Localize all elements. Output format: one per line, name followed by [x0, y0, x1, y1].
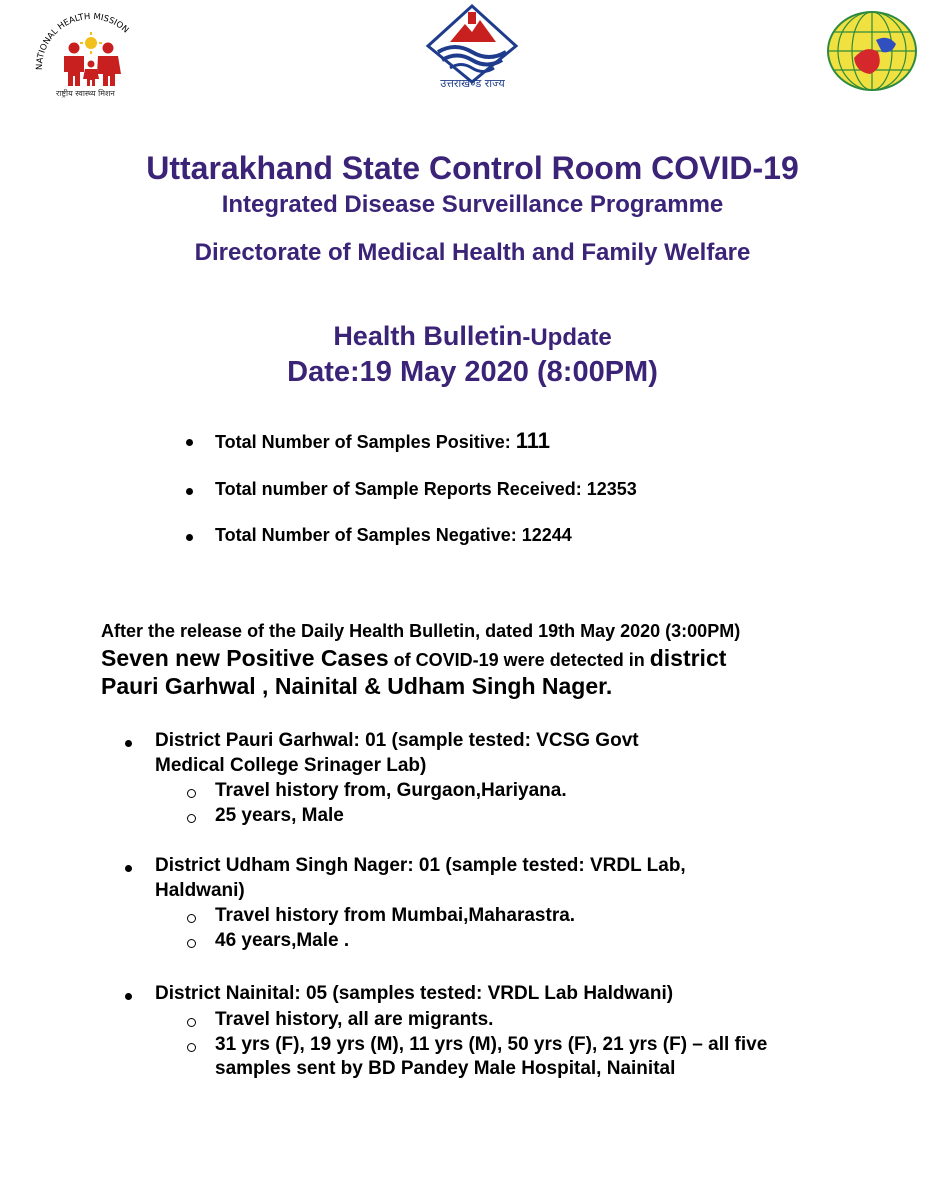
- globe-icon: [826, 10, 918, 92]
- bullet-dot: [125, 993, 132, 1000]
- district-pauri-detail-2: 25 years, Male: [215, 805, 344, 826]
- title-control-room: Uttarakhand State Control Room COVID-19: [146, 150, 799, 186]
- bullet-dot: [125, 865, 132, 872]
- district-nainital-detail-1: Travel history, all are migrants.: [215, 1009, 494, 1030]
- intro-line-1: After the release of the Daily Health Bulletin, dated 19th May 2020 (3:00PM): [101, 621, 741, 641]
- intro-line-3: Pauri Garhwal , Nainital & Udham Singh Nager.: [101, 673, 613, 699]
- summary-positive-label: Total Number of Samples Positive:: [215, 432, 516, 452]
- sub-bullet-circle: [187, 814, 196, 823]
- sub-bullet-circle: [187, 1018, 196, 1027]
- uttarakhand-emblem-icon: [420, 4, 525, 84]
- summary-received: [215, 479, 637, 500]
- summary-negative-value: 12244: [521, 525, 572, 545]
- district-pauri-heading-1: District Pauri Garhwal: 01 (sample tested: VCSG Govt: [155, 730, 639, 751]
- bulletin-title-main: Health Bulletin: [333, 321, 523, 351]
- emblem-caption: उत्तराखण्ड राज्य: [440, 77, 505, 90]
- summary-negative: [215, 525, 572, 546]
- bullet-dot: [125, 740, 132, 747]
- district-udham-heading-1: District Udham Singh Nager: 01 (sample tested: VRDL Lab,: [155, 855, 686, 876]
- intro-line-2: [101, 645, 726, 672]
- district-udham-detail-1: Travel history from Mumbai,Maharastra.: [215, 905, 576, 926]
- summary-positive-value: 111: [515, 428, 551, 453]
- summary-positive: [215, 428, 550, 454]
- title-idsp: Integrated Disease Surveillance Programme: [221, 191, 724, 218]
- bullet-dot: [186, 439, 193, 446]
- title-directorate: Directorate of Medical Health and Family Welfare: [194, 239, 751, 266]
- bullet-dot: [186, 534, 193, 541]
- nhm-logo: [28, 8, 153, 103]
- intro-seven-new-cases: Seven new Positive Cases: [101, 645, 389, 671]
- sub-bullet-circle: [187, 914, 196, 923]
- bulletin-title: [0, 321, 945, 352]
- summary-negative-label: Total Number of Samples Negative:: [215, 525, 522, 545]
- bullet-dot: [186, 488, 193, 495]
- intro-district-word: district: [649, 645, 727, 671]
- uttarakhand-emblem: [420, 4, 525, 94]
- sub-bullet-circle: [187, 1043, 196, 1052]
- district-udham-heading-2: Haldwani): [155, 880, 245, 901]
- sub-bullet-circle: [187, 939, 196, 948]
- idsp-globe-logo: [826, 10, 918, 92]
- nhm-logo-arc-text: NATIONAL HEALTH MISSION: [34, 11, 131, 71]
- district-pauri-heading-2: Medical College Srinager Lab): [155, 755, 427, 776]
- district-udham-detail-2: 46 years,Male .: [215, 930, 350, 951]
- bulletin-date: Date:19 May 2020 (8:00PM): [287, 356, 658, 388]
- district-nainital-heading: District Nainital: 05 (samples tested: VRDL Lab Haldwani): [155, 983, 674, 1004]
- summary-received-label: Total number of Sample Reports Received:: [215, 479, 587, 499]
- district-nainital-detail-2-line-2: samples sent by BD Pandey Male Hospital, Nainital: [215, 1058, 676, 1079]
- summary-received-value: 12353: [586, 479, 637, 499]
- nhm-logo-subtext: राष्ट्रीय स्वास्थ्य मिशन: [56, 89, 115, 98]
- bulletin-title-suffix: -Update: [522, 324, 612, 351]
- intro-detected-text: of COVID-19 were detected in: [388, 650, 650, 670]
- district-nainital-detail-2-line-1: 31 yrs (F), 19 yrs (M), 11 yrs (M), 50 yrs (F), 21 yrs (F) – all five: [215, 1034, 768, 1055]
- sub-bullet-circle: [187, 789, 196, 798]
- district-pauri-detail-1: Travel history from, Gurgaon,Hariyana.: [215, 780, 567, 801]
